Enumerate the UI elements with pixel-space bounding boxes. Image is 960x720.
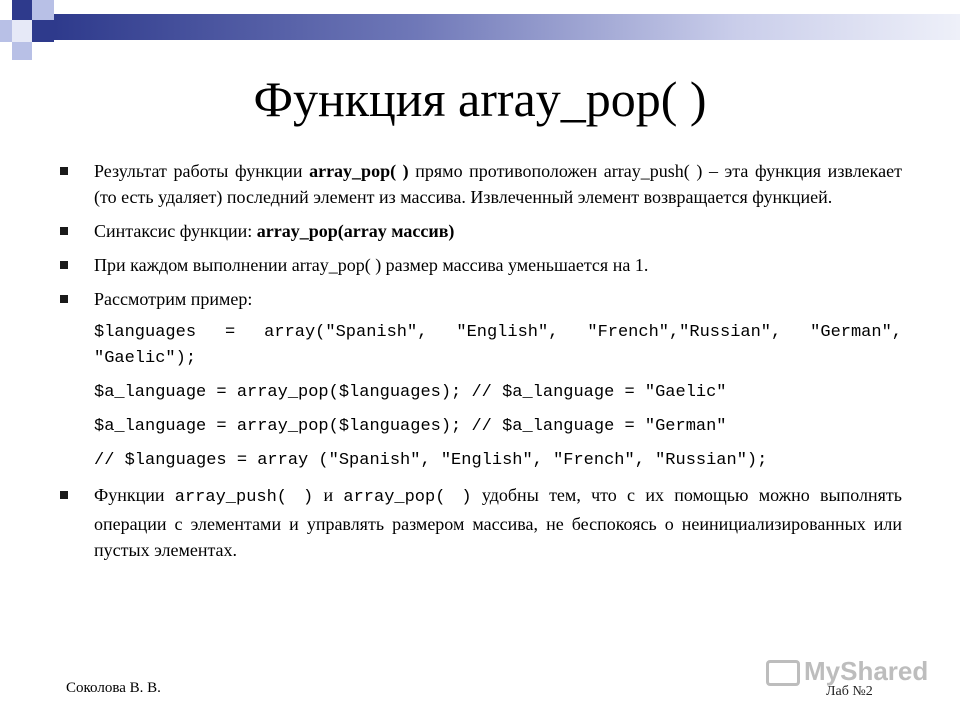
code-line: $languages = array("Spanish", "English", "French","Russian", "German", "Gaelic"); [94,323,902,368]
bullet-text-bold: array_pop( ) [309,161,409,181]
bullet-text: При каждом выполнении array_pop( ) размер массива уменьшается на 1. [94,255,649,275]
bullet-text: удобны тем, что с их помощью можно выполнять операции с элементами и управлять размером массива, не беспокоясь о неинициализированных или пустых элементах. [94,485,902,560]
footer-author: Соколова В. В. [66,680,161,696]
bullet-text: прямо противоположен array_push( ) – эта функция извлекает (то есть удаляет) последний элемент из массива. Извлеченный элемент возвращается функцией. [94,161,902,207]
bullet-text: Синтаксис функции: [94,221,257,241]
bullet-item [58,286,902,312]
square-bullet-icon [60,295,68,303]
bullet-text: Функции [94,485,175,505]
bullet-item [58,158,902,210]
bullet-text: Рассмотрим пример: [94,289,253,309]
square-bullet-icon [60,227,68,235]
footer-lab: Лаб №2 [826,684,873,699]
header-gradient-bar [54,14,960,40]
code-line: $a_language = array_pop($languages); // $a_language = "Gaelic" [94,383,727,402]
watermark [766,656,928,687]
square-bullet-icon [60,261,68,269]
code-line: // $languages = array ("Spanish", "English", "French", "Russian"); [94,451,768,470]
decor-square [32,0,54,20]
decor-square [32,20,54,42]
decor-square [12,20,32,42]
bullet-text-bold: array_pop(array массив) [256,221,455,241]
presentation-icon [766,660,800,686]
decor-square [0,20,12,42]
bullet-text: и [313,485,344,505]
watermark-text: MyShared [804,656,929,686]
code-line: $a_language = array_pop($languages); // $a_language = "German" [94,417,727,436]
slide-title: Функция array_pop( ) [253,71,707,127]
bullet-item [58,218,902,244]
decor-square [12,42,32,60]
bullet-item [58,482,902,563]
bullet-code: array_push( ) [174,488,314,507]
bullet-text: Результат работы функции [94,161,310,181]
square-bullet-icon [60,167,68,175]
bullet-code: array_pop( ) [343,488,472,507]
bullet-item [58,252,902,278]
decor-square [12,0,32,20]
slide-content [58,158,902,571]
square-bullet-icon [60,491,68,499]
